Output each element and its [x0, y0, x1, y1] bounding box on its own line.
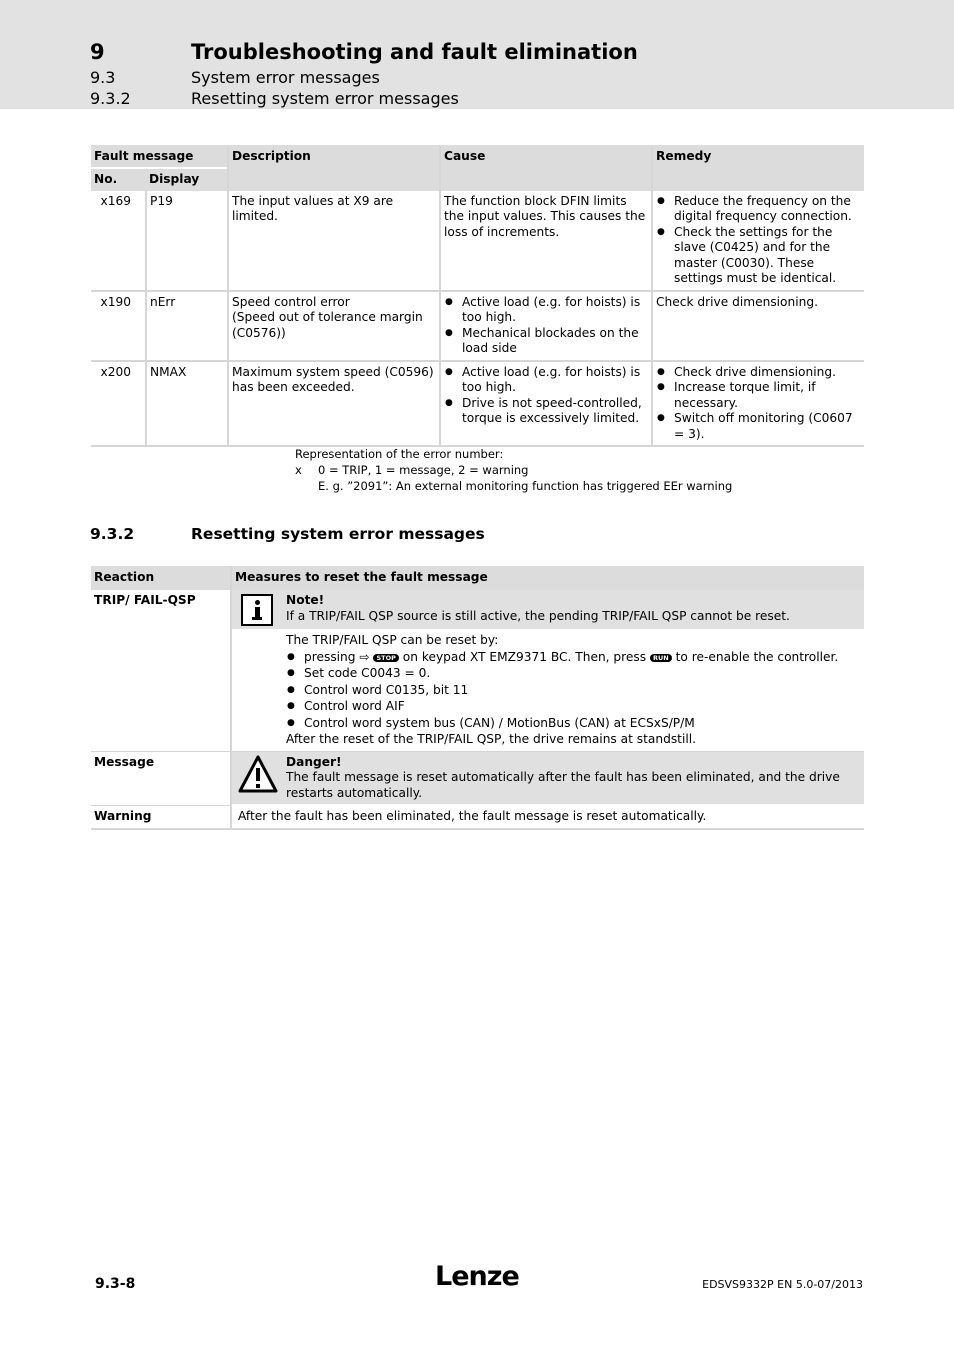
fault-no: x169: [91, 191, 146, 291]
fault-description: Maximum system speed (C0596) has been exceeded.: [228, 361, 440, 447]
danger-box: [231, 751, 864, 805]
list-item: ● Check the settings for the slave (C0425) and for the master (C0030). These settings must be identical.: [656, 225, 861, 287]
fault-no: x190: [91, 291, 146, 361]
fault-cause: The function block DFIN limits the input values. This causes the loss of increments.: [440, 191, 652, 291]
note-title: Note!: [286, 593, 325, 607]
header-fault-message: Fault message: [91, 145, 228, 168]
fault-remedy: [652, 361, 864, 447]
list-item: ● Increase torque limit, if necessary.: [656, 380, 861, 411]
note-text: If a TRIP/FAIL QSP source is still active, the pending TRIP/FAIL QSP cannot be reset.: [286, 608, 790, 623]
list-item: ● pressing ⇨ STOP on keypad XT EMZ9371 BC. Then, press RUN to re-enable the controller.: [286, 649, 861, 666]
fault-cause: [440, 291, 652, 361]
chapter-number: 9: [90, 40, 105, 64]
table-row: [91, 291, 864, 361]
header-reaction: Reaction: [91, 566, 231, 590]
list-item: ● Control word AIF: [286, 698, 861, 715]
fault-remedy: [652, 191, 864, 291]
list-item: ● Drive is not speed-controlled, torque is excessively limited.: [444, 396, 648, 427]
header-cause: Cause: [440, 145, 652, 191]
footnote-line: E. g. ”2091”: An external monitoring function has triggered EEr warning: [318, 479, 733, 493]
description-line: Speed control error: [232, 294, 350, 309]
subsection-title: Resetting system error messages: [191, 89, 459, 108]
document-id: EDSVS9332P EN 5.0-07/2013: [702, 1278, 863, 1291]
run-key-icon: RUN: [650, 654, 672, 662]
reaction-trip: TRIP/ FAIL-QSP: [91, 590, 231, 751]
fault-cause: [440, 361, 652, 447]
header-no: No.: [91, 168, 146, 191]
fault-no: x200: [91, 361, 146, 447]
subsection-number: 9.3.2: [90, 89, 131, 108]
warning-text: After the fault has been eliminated, the fault message is reset automatically.: [231, 805, 864, 829]
fault-display: NMAX: [146, 361, 228, 447]
warning-triangle-icon: [238, 754, 278, 794]
table-row: [91, 191, 864, 291]
list-item: ● Mechanical blockades on the load side: [444, 326, 648, 357]
list-item: ● Switch off monitoring (C0607 = 3).: [656, 411, 861, 442]
footnote-x: x: [295, 463, 302, 477]
reaction-warning: Warning: [91, 805, 231, 829]
fault-description: [228, 291, 440, 361]
fault-display: nErr: [146, 291, 228, 361]
note-box: [231, 590, 864, 629]
lenze-logo: Lenze: [435, 1261, 519, 1292]
danger-title: Danger!: [286, 754, 342, 769]
section-title: System error messages: [191, 68, 380, 87]
fault-description: The input values at X9 are limited.: [228, 191, 440, 291]
section-number: 9.3: [90, 68, 116, 87]
chapter-title: Troubleshooting and fault elimination: [191, 40, 638, 64]
page-number: 9.3-8: [95, 1276, 136, 1292]
header-measures: Measures to reset the fault message: [231, 566, 864, 590]
list-item: ● Active load (e.g. for hoists) is too high.: [444, 365, 648, 396]
fault-table: [91, 145, 864, 447]
stop-key-icon: STOP: [373, 654, 398, 662]
header-remedy: Remedy: [652, 145, 864, 191]
table-row: [91, 361, 864, 447]
section-number: 9.3.2: [90, 525, 135, 543]
fault-remedy: Check drive dimensioning.: [652, 291, 864, 361]
trip-intro: The TRIP/FAIL QSP can be reset by:: [286, 633, 499, 647]
list-item: ● Control word system bus (CAN) / MotionBus (CAN) at ECSxS/P/M: [286, 715, 861, 732]
list-item: ● Control word C0135, bit 11: [286, 682, 861, 699]
list-item: ● Active load (e.g. for hoists) is too high.: [444, 295, 648, 326]
error-number-footnote: [295, 446, 733, 493]
footnote-heading: Representation of the error number:: [295, 447, 504, 461]
list-item: ● Check drive dimensioning.: [656, 365, 861, 381]
reset-table: [91, 566, 864, 830]
header-description: Description: [228, 145, 440, 191]
section-title: Resetting system error messages: [191, 525, 485, 543]
list-item: ● Set code C0043 = 0.: [286, 665, 861, 682]
trip-measures: [231, 629, 864, 751]
list-item: ● Reduce the frequency on the digital frequency connection.: [656, 194, 861, 225]
fault-display: P19: [146, 191, 228, 291]
trip-after: After the reset of the TRIP/FAIL QSP, the drive remains at standstill.: [286, 732, 696, 746]
info-icon: [241, 594, 273, 626]
reaction-message: Message: [91, 751, 231, 805]
danger-text: The fault message is reset automatically after the fault has been eliminated, and the drive restarts automatically.: [286, 770, 840, 800]
description-line: (Speed out of tolerance margin (C0576)): [232, 310, 423, 340]
footnote-line: 0 = TRIP, 1 = message, 2 = warning: [318, 463, 529, 477]
header-display: Display: [146, 168, 228, 191]
